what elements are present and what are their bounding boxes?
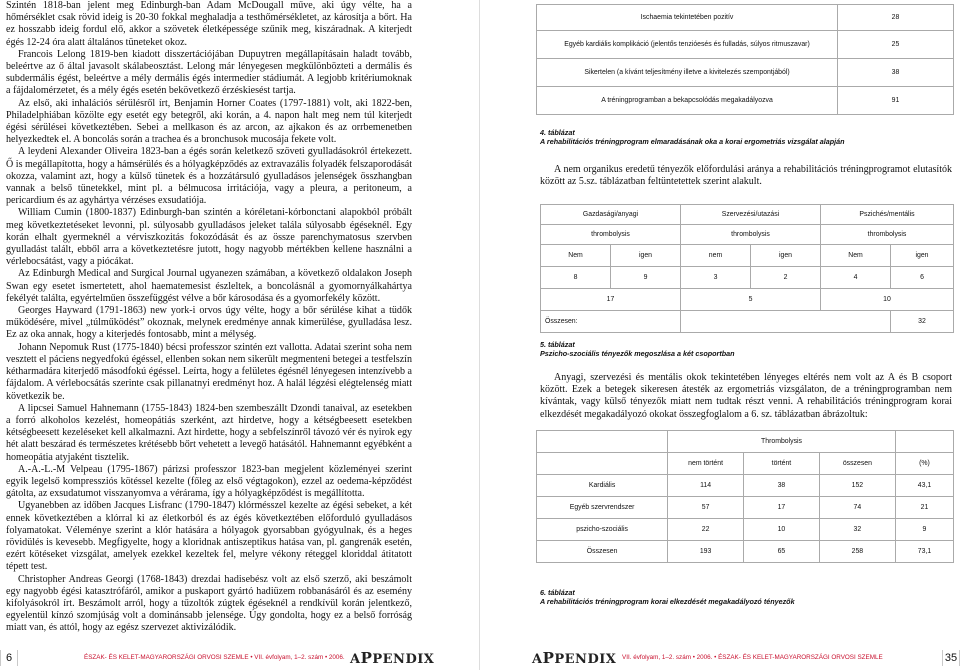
table-row <box>537 431 954 453</box>
table-row <box>541 289 954 311</box>
table-cell: 10 <box>744 519 820 541</box>
paragraph: A.-A.-L.-M Velpeau (1795-1867) párizsi professzor 1823-ban megjelent közleményei szerint egyik legelső kompressziós kötéssel kezelte (főleg az első végtagokon), ezzel az oedema-képződést gátolta, az exsudatumot visszanyomva a vérárama, így a hólyagképződést is megállította. <box>6 463 412 500</box>
table-cell: 22 <box>668 519 744 541</box>
caption-number: 6. táblázat <box>540 588 575 597</box>
paragraph: Szintén 1818-ban jelent meg Edinburgh-ban Adam McDougall műve, aki úgy vélte, ha a hőmérséklet csak rövid ideig is 20-30 fokkal meghaladja a testhőmérsékletet, az károsítja a bőrt. Ha ez hosszabb ideig fordul elő, akkor a szövetek életképessége szűnik meg, kiszáradnak. A kiterjedt égés 12-24 óra alatt általános tüneteket okoz. <box>6 0 412 48</box>
paragraph: A nem organikus eredetű tényezők előfordulási aránya a rehabilitációs tréningprogramot elutasítók között az 5.sz. táblázatban feltüntetettek szerint alakult. <box>540 164 952 188</box>
table-cell: Összesen: <box>541 311 681 333</box>
table-cell: Nem <box>821 245 891 267</box>
table-cell: 4 <box>821 267 891 289</box>
table-row <box>537 87 954 115</box>
paragraph: Francois Lelong 1819-ben kiadott disszertációjában Dupuytren megállapításain haladt tovább, beleértve az ő által javasolt skálabeosztást. Lelong már lényegesen megkülönbözteti a dermális és subdermális égést, beleértve a mély dermális égés intermedier stádiumát. A legjobb kritériumoknak a fájdalomérzetet, és a mély égés esetén bekövetkező érzéskiesést tartja. <box>6 48 412 97</box>
table-6-caption <box>540 588 795 606</box>
table-cell: 6 <box>891 267 954 289</box>
left-footer <box>0 650 479 666</box>
table-cell: 32 <box>891 311 954 333</box>
table-row <box>541 267 954 289</box>
table-cell: 17 <box>541 289 681 311</box>
caption-number: 5. táblázat <box>540 340 575 349</box>
table-header-cell: (%) <box>895 453 953 475</box>
paragraph: Az Edinburgh Medical and Surgical Journal ugyanezen számában, a következő oldalakon Joseph Swan egy esetet ismertetett, ahol haematemesist észleltek, a boncolásnál a gyomornyálkahártya fekélyét találta, egyértelműen összefüggést vélve a bőr károsodása és a gyomorfekély között. <box>6 268 412 304</box>
table-header-cell: történt <box>744 453 820 475</box>
paragraph: A leydeni Alexander Oliveira 1823-ban a égés során keletkező szöveti gyulladásokról értekezett. Ő is megállapította, hogy a hámsérülés és a hólyagképződés az extravazális folyadék felszaporodását okozza, valamint azt, hogy a külső tünetek és a hozzátársuló gyulladásos jelenségek összhangban vannak a belső tünetekkel, mint pl. a bélmucosa irritációja, vagy a pleura, a peritoneum, a pericardium és az agyhártya vérzéses exsudatiója. <box>6 146 412 207</box>
table-cell: igen <box>891 245 954 267</box>
page-number: 6 <box>0 650 18 666</box>
paragraph: William Cumin (1800-1837) Edinburgh-ban szintén a kóréletani-kórbonctani alapokból próbált meg következtetéseket levonni, pl. súlyosabb gyulladásos jeleket talála súlyosabb égéseknél. Egy korán elhalt gyermeknél a vérviszkozitás fokozódását és az össze parenchymatosus szervben gyulladást talált, ebből arra a következtetésre jutott, hogy nagyobb mértékben kellene használni a vérlebocsátást, vagy a piócákat. <box>6 207 412 268</box>
table-header-cell: Pszichés/mentális <box>821 205 954 225</box>
table-row <box>537 31 954 59</box>
table-cell: 114 <box>668 475 744 497</box>
paragraph: Az első, aki inhalációs sérülésről írt, Benjamin Horner Coates (1797-1881) volt, aki 1822-ben, Philadelphiában közölte egy esetét egy betegről, aki korán, a 4. napon halt meg nem túl kiterjedt égési sérülései következtében. Sebei a mellkason és az arcon, az ajkakon és az orrbemenetben helyezkedtek el. A boncolás során a trachea és a bronchusok mucosája fekete volt. <box>6 97 412 146</box>
table-cell: thrombolysis <box>681 225 821 245</box>
table-cell: 73,1 <box>895 541 953 563</box>
appendix-logo: APPENDIX <box>350 649 435 667</box>
table-cell: 38 <box>744 475 820 497</box>
table-cell: thrombolysis <box>541 225 681 245</box>
paragraph: A lipcsei Samuel Hahnemann (1755-1843) 1824-ben szembeszállt Dzondi tanaival, az esetekben a forró alkoholos kezelést, homeopátiás szerként, azt hirdetve, hogy a kétségbeesett esetekben kétségbeesett kezeléseket kell alkalmazni. Azt hirdette, hogy a sebfelszínről távozó vér és nyirok egy hét alatt beszárad és természetes krétésebb bőrt vehetett a levegő hatásától. Hahnemannt egyébként a homeopátia atyjaként tisztelik. <box>6 402 412 463</box>
paragraph: Christopher Andreas Georgi (1768-1843) drezdai hadisebész volt az első szerző, aki beszámolt egy nagyobb égési katasztrófáról, amikor a puskaport gyártó hadiüzem robbanásáról és az esemény kifolyásokról írt. Beszámolt arról, hogy a tűzoltók zúgtek égéseknél a rendkívül korán jelentkező, egyelentül kínzó szomjúság volt a dominánsabb jelensége. Úgy gondolta, hogy ez a belső forróság miatt van, és attól, hogy az egész szervezet aktivizálódik. <box>6 573 412 634</box>
table-cell <box>537 453 668 475</box>
table-cell: Egyéb szervrendszer <box>537 497 668 519</box>
paragraph: Anyagi, szervezési és mentális okok tekintetében lényeges eltérés nem volt az A és B csoport között. Ezek a betegek sikeresen átesték az ergometriás vizsgálaton, de a tréningprogramban nem kívántak, vagy külső tényezők miatt nem tudtak részt venni. A rehabilitációs tréningprogram korai elkezdését megakadályozó okokat összegfoglalom a 6. sz. táblázatban ábrázoltuk: <box>540 372 952 420</box>
right-page <box>480 0 960 670</box>
table-5-caption <box>540 340 735 358</box>
table-cell: 152 <box>819 475 895 497</box>
table-cell: 43,1 <box>895 475 953 497</box>
table-header-cell: nem történt <box>668 453 744 475</box>
caption-text: Pszicho-szociális tényezők megoszlása a két csoportban <box>540 349 735 358</box>
table-cell <box>537 431 668 453</box>
table-4-caption <box>540 128 845 146</box>
table-cell: nem <box>681 245 751 267</box>
table-cell: Nem <box>541 245 611 267</box>
table-cell: thrombolysis <box>821 225 954 245</box>
table-cell: 9 <box>895 519 953 541</box>
table-cell: 32 <box>819 519 895 541</box>
table-cell: Egyéb kardiális komplikáció (jelentős tenzióesés és fulladás, súlyos ritmuszavar) <box>537 31 838 59</box>
table-cell: 193 <box>668 541 744 563</box>
table-cell: 8 <box>541 267 611 289</box>
table-cell: 25 <box>838 31 954 59</box>
table-3 <box>536 4 954 115</box>
table-cell: igen <box>611 245 681 267</box>
table-6 <box>536 430 954 563</box>
table-row <box>537 59 954 87</box>
table-cell: 17 <box>744 497 820 519</box>
table-cell: 10 <box>821 289 954 311</box>
table-cell: 65 <box>744 541 820 563</box>
right-footer <box>480 650 960 666</box>
table-row <box>537 519 954 541</box>
appendix-logo: APPENDIX <box>532 649 617 667</box>
table-row <box>537 475 954 497</box>
table-cell: Ischaemia tekintetében pozitív <box>537 5 838 31</box>
table-row <box>537 453 954 475</box>
table-cell: igen <box>751 245 821 267</box>
paragraph: Georges Hayward (1791-1863) new york-i orvos úgy vélte, hogy a bőr sérülése kihat a tüdők működésére, mivel „túlműködést” okoznak, melynek eredménye annak kimerülése, gyulladása lesz. Ez az oka annak, hogy a kiterjedés fontosabb, mint a mélység. <box>6 305 412 341</box>
table-row <box>541 225 954 245</box>
table-cell: 57 <box>668 497 744 519</box>
caption-text: A rehabilitációs tréningprogram elmaradásának oka a korai ergometriás vizsgálat alapján <box>540 137 845 146</box>
paragraph: Ugyanebben az időben Jacques Lisfranc (1790-1847) klórmésszel kezelte az égési sebeket, a két ennek következtében a klórral ki az életkorból és az égés következtében előforduló gyulladásos folyamatokat. Véleménye szerint a klór hatására a hólyagok gyorsabban gyógyulnak, és a heges rövidülés is kevesebb. Megfigyelte, hogy a kloridnak antiszeptikus hatása van, pl. gangrenák esetén, ezért kötéseket vizsgálat, amelyek ezekkel kezeltek fel, melyre vékony réteggel kloriddal átitatott tépett test. <box>6 500 412 573</box>
table-cell: Sikertelen (a kívánt teljesítmény illetve a kivitelezés szempontjából) <box>537 59 838 87</box>
table-cell: 258 <box>819 541 895 563</box>
table-cell: pszicho-szociális <box>537 519 668 541</box>
table-row <box>541 205 954 225</box>
paragraph: Johann Nepomuk Rust (1775-1840) bécsi professzor szintén ezt vallotta. Adatai szerint soha nem vesztett el páciens negyedfokú égéssel, ellenben sokan nem sikerült megmenteni betegei a testfelszín kétharmadára kiterjedő másodfokú égéssel. Leírta, hogy a felületes égésnél lényegesen intenzívebb a fájdalom. A vérlebocsátás szerinte csak pillanatnyi eredményt hoz. A halál légzési elégtelenség miatt következik be. <box>6 341 412 402</box>
table-header-cell: Thrombolysis <box>668 431 896 453</box>
table-cell: Összesen <box>537 541 668 563</box>
table-row <box>541 245 954 267</box>
table-cell: 28 <box>838 5 954 31</box>
table-row <box>537 497 954 519</box>
caption-number: 4. táblázat <box>540 128 575 137</box>
table-5 <box>540 204 954 333</box>
left-body-text <box>6 0 412 635</box>
table-cell: 21 <box>895 497 953 519</box>
table-row <box>537 5 954 31</box>
caption-text: A rehabilitációs tréningprogram korai elkezdését megakadályozó tényezők <box>540 597 795 606</box>
table-cell: 5 <box>681 289 821 311</box>
table-row <box>541 311 954 333</box>
journal-footer-text: VII. évfolyam, 1–2. szám • 2006. • ÉSZAK- ÉS KELET-MAGYARORSZÁGI ORVOSI SZEMLE <box>622 654 883 661</box>
table-cell: 91 <box>838 87 954 115</box>
table-header-cell: összesen <box>819 453 895 475</box>
table-cell: 2 <box>751 267 821 289</box>
table-cell: 74 <box>819 497 895 519</box>
table-header-cell: Gazdasági/anyagi <box>541 205 681 225</box>
table-cell <box>895 431 953 453</box>
table-header-cell: Szervezési/utazási <box>681 205 821 225</box>
table-cell: Kardiális <box>537 475 668 497</box>
table-cell: 3 <box>681 267 751 289</box>
table-cell: 9 <box>611 267 681 289</box>
journal-footer-text: ÉSZAK- ÉS KELET-MAGYARORSZÁGI ORVOSI SZEMLE • VII. évfolyam, 1–2. szám • 2006. <box>84 654 345 661</box>
table-cell: 38 <box>838 59 954 87</box>
table-cell <box>681 311 891 333</box>
page-number: 35 <box>942 650 960 666</box>
table-cell: A tréningprogramban a bekapcsolódás megakadályozva <box>537 87 838 115</box>
table-row <box>537 541 954 563</box>
